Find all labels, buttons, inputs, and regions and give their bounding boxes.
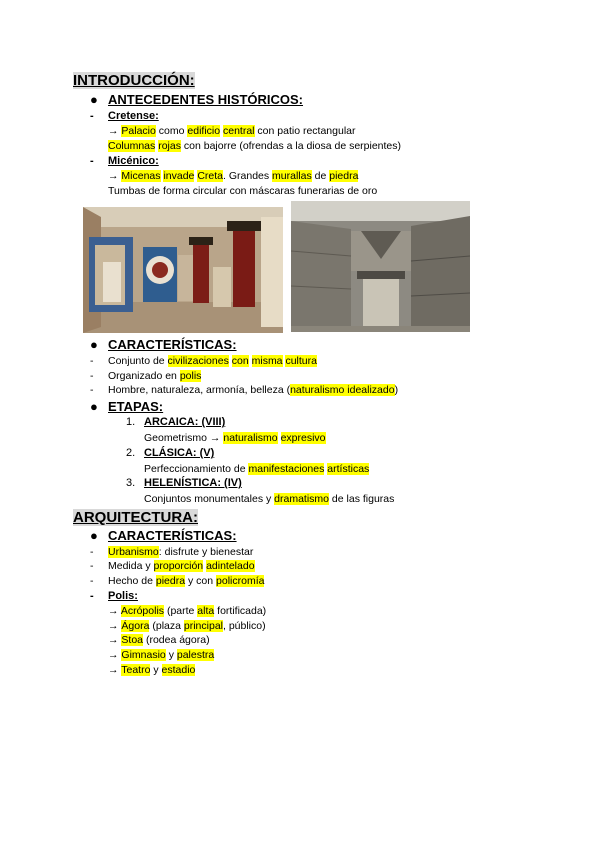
caracteristicas-item-2: - Organizado en polis: [90, 370, 202, 382]
heading-arquitectura: ARQUITECTURA:: [73, 509, 198, 526]
polis-item-4: → Gimnasio y palestra: [108, 649, 215, 661]
etapa-helenistica-desc: Conjuntos monumentales y dramatismo de las figuras: [144, 493, 395, 505]
label-cretense: - Cretense:: [90, 110, 159, 122]
polis-item-2: → Ágora (plaza principal, público): [108, 620, 266, 632]
cretense-line-2: Columnas rojas con bajorre (ofrendas a la diosa de serpientes): [108, 140, 402, 152]
bullet-caracteristicas-intro: ● CARACTERÍSTICAS:: [90, 337, 237, 352]
micenico-line-1: → Micenas invade Creta. Grandes murallas de piedra: [108, 170, 359, 182]
polis-item-3: → Stoa (rodea ágora): [108, 634, 210, 646]
etapa-clasica: 2. CLÁSICA: (V): [126, 447, 215, 459]
arq-item-1: - Urbanismo: disfrute y bienestar: [90, 546, 254, 558]
etapa-arcaica: 1. ARCAICA: (VIII): [126, 416, 226, 428]
micenico-line-2: Tumbas de forma circular con máscaras funerarias de oro: [108, 185, 378, 197]
arq-item-3: - Hecho de piedra y con policromía: [90, 575, 265, 587]
bullet-caracteristicas-arq: ● CARACTERÍSTICAS:: [90, 528, 237, 543]
etapa-clasica-desc: Perfeccionamiento de manifestaciones artísticas: [144, 463, 370, 475]
polis-item-5: → Teatro y estadio: [108, 664, 196, 676]
caracteristicas-item-3: - Hombre, naturaleza, armonía, belleza (naturalismo idealizado): [90, 384, 399, 396]
bullet-antecedentes: ● ANTECEDENTES HISTÓRICOS:: [90, 92, 304, 107]
label-micenico: - Micénico:: [90, 155, 159, 167]
knossos-palace-photo: [83, 207, 283, 333]
bullet-etapas: ● ETAPAS:: [90, 399, 164, 414]
caracteristicas-item-1: - Conjunto de civilizaciones con misma cultura: [90, 355, 317, 367]
arq-item-2: - Medida y proporción adintelado: [90, 560, 255, 572]
etapa-arcaica-desc: Geometrismo → naturalismo expresivo: [144, 432, 326, 444]
lion-gate-photo: [291, 201, 470, 332]
label-polis: - Polis:: [90, 590, 138, 602]
cretense-line-1: → Palacio como edificio central con patio rectangular: [108, 125, 356, 137]
polis-item-1: → Acrópolis (parte alta fortificada): [108, 605, 267, 617]
heading-introduccion: INTRODUCCIÓN:: [73, 72, 195, 89]
etapa-helenistica: 3. HELENÍSTICA: (IV): [126, 477, 242, 489]
